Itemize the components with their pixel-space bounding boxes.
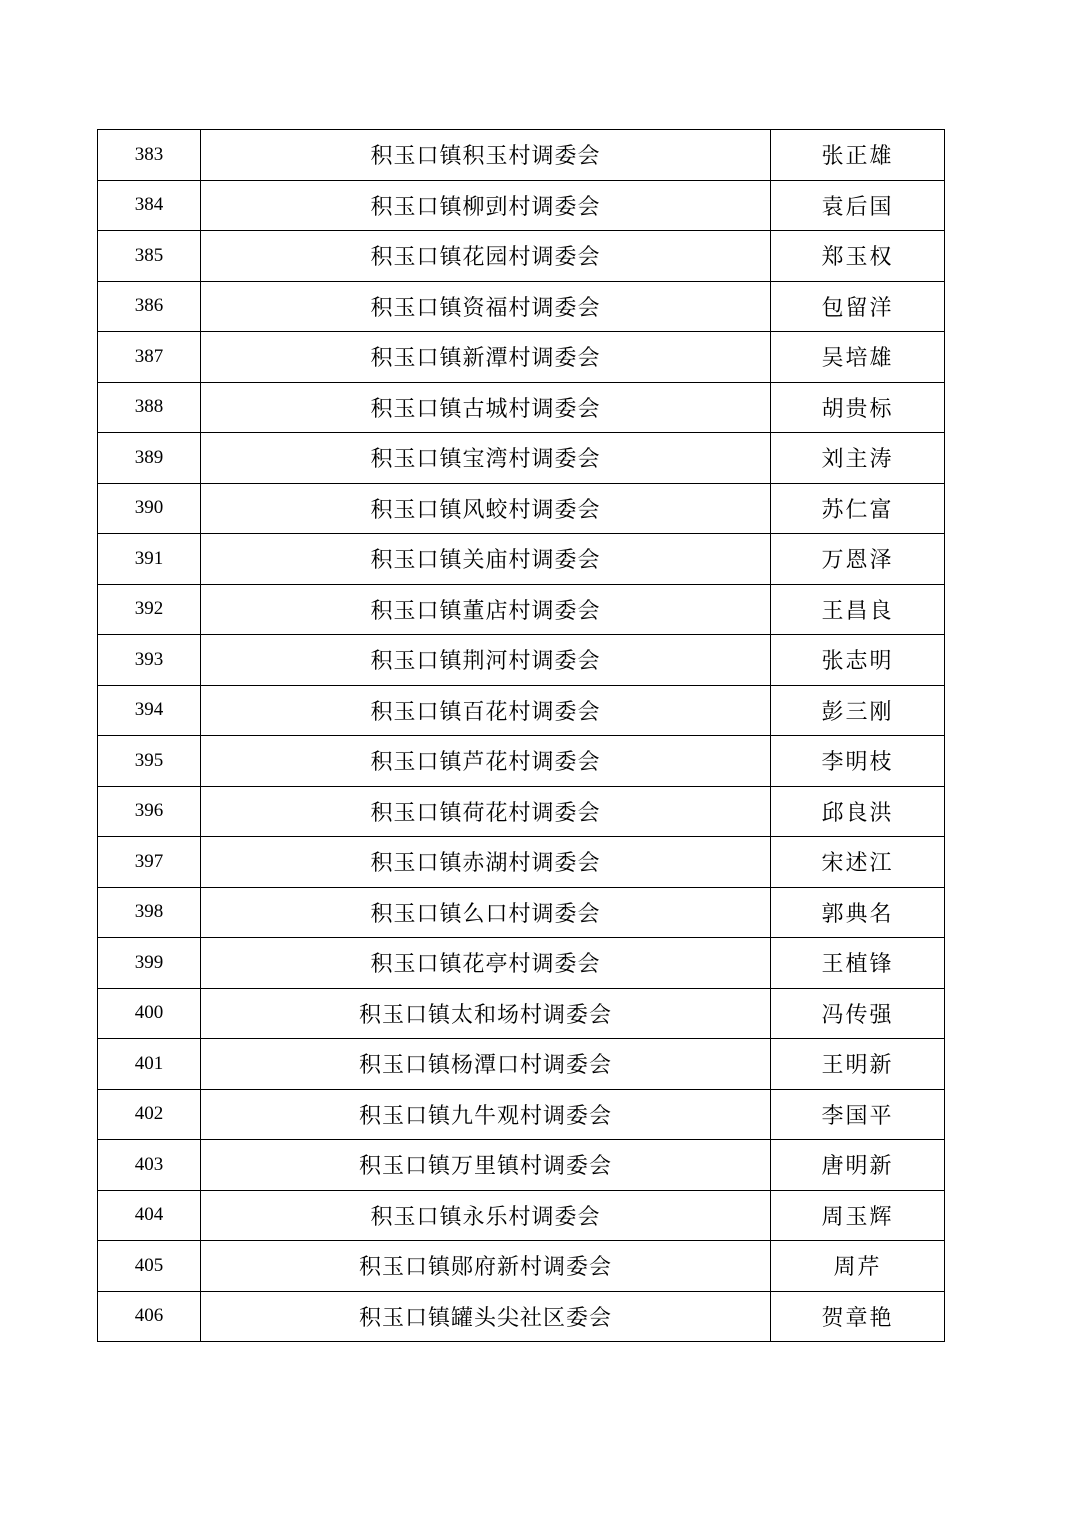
row-number-cell: 386 bbox=[98, 281, 201, 332]
row-number-cell: 405 bbox=[98, 1241, 201, 1292]
row-number-cell: 390 bbox=[98, 483, 201, 534]
row-number-cell: 399 bbox=[98, 938, 201, 989]
table-row bbox=[98, 1291, 945, 1342]
table-row bbox=[98, 837, 945, 888]
committee-name-cell: 积玉口镇花亭村调委会 bbox=[201, 938, 771, 989]
mediator-name-cell: 胡贵标 bbox=[771, 382, 945, 433]
row-number-cell: 394 bbox=[98, 685, 201, 736]
committee-name-cell: 积玉口镇关庙村调委会 bbox=[201, 534, 771, 585]
table-row bbox=[98, 887, 945, 938]
row-number-cell: 397 bbox=[98, 837, 201, 888]
committee-name-cell: 积玉口镇杨潭口村调委会 bbox=[201, 1039, 771, 1090]
table-row bbox=[98, 433, 945, 484]
row-number-cell: 406 bbox=[98, 1291, 201, 1342]
table-row bbox=[98, 483, 945, 534]
mediator-name-cell: 周玉辉 bbox=[771, 1190, 945, 1241]
mediator-name-cell: 彭三刚 bbox=[771, 685, 945, 736]
row-number-cell: 400 bbox=[98, 988, 201, 1039]
row-number-cell: 385 bbox=[98, 231, 201, 282]
committee-name-cell: 积玉口镇万里镇村调委会 bbox=[201, 1140, 771, 1191]
row-number-cell: 388 bbox=[98, 382, 201, 433]
table-row bbox=[98, 938, 945, 989]
committee-name-cell: 积玉口镇古城村调委会 bbox=[201, 382, 771, 433]
row-number-cell: 401 bbox=[98, 1039, 201, 1090]
mediator-name-cell: 郭典名 bbox=[771, 887, 945, 938]
row-number-cell: 403 bbox=[98, 1140, 201, 1191]
table-row bbox=[98, 332, 945, 383]
table-row bbox=[98, 281, 945, 332]
committee-name-cell: 积玉口镇郧府新村调委会 bbox=[201, 1241, 771, 1292]
committee-name-cell: 积玉口镇太和场村调委会 bbox=[201, 988, 771, 1039]
mediator-name-cell: 邱良洪 bbox=[771, 786, 945, 837]
mediator-name-cell: 唐明新 bbox=[771, 1140, 945, 1191]
mediator-name-cell: 贺章艳 bbox=[771, 1291, 945, 1342]
mediator-name-cell: 刘主涛 bbox=[771, 433, 945, 484]
committee-name-cell: 积玉口镇芦花村调委会 bbox=[201, 736, 771, 787]
row-number-cell: 396 bbox=[98, 786, 201, 837]
committee-name-cell: 积玉口镇荷花村调委会 bbox=[201, 786, 771, 837]
roster-table-body bbox=[98, 130, 945, 1342]
mediator-name-cell: 王植锋 bbox=[771, 938, 945, 989]
table-row bbox=[98, 231, 945, 282]
table-row bbox=[98, 1241, 945, 1292]
committee-name-cell: 积玉口镇董店村调委会 bbox=[201, 584, 771, 635]
mediator-name-cell: 李明枝 bbox=[771, 736, 945, 787]
row-number-cell: 392 bbox=[98, 584, 201, 635]
mediator-name-cell: 包留洋 bbox=[771, 281, 945, 332]
row-number-cell: 391 bbox=[98, 534, 201, 585]
row-number-cell: 393 bbox=[98, 635, 201, 686]
committee-name-cell: 积玉口镇宝湾村调委会 bbox=[201, 433, 771, 484]
table-row bbox=[98, 584, 945, 635]
row-number-cell: 387 bbox=[98, 332, 201, 383]
committee-name-cell: 积玉口镇百花村调委会 bbox=[201, 685, 771, 736]
mediator-name-cell: 郑玉权 bbox=[771, 231, 945, 282]
mediator-name-cell: 王明新 bbox=[771, 1039, 945, 1090]
mediator-name-cell: 张正雄 bbox=[771, 130, 945, 181]
committee-name-cell: 积玉口镇么口村调委会 bbox=[201, 887, 771, 938]
committee-name-cell: 积玉口镇九牛观村调委会 bbox=[201, 1089, 771, 1140]
table-row bbox=[98, 382, 945, 433]
committee-name-cell: 积玉口镇新潭村调委会 bbox=[201, 332, 771, 383]
table-row bbox=[98, 1140, 945, 1191]
table-row bbox=[98, 635, 945, 686]
committee-name-cell: 积玉口镇罐头尖社区委会 bbox=[201, 1291, 771, 1342]
mediator-roster-table bbox=[97, 129, 945, 1342]
row-number-cell: 389 bbox=[98, 433, 201, 484]
table-row bbox=[98, 1190, 945, 1241]
table-row bbox=[98, 988, 945, 1039]
mediator-name-cell: 宋述江 bbox=[771, 837, 945, 888]
committee-name-cell: 积玉口镇荆河村调委会 bbox=[201, 635, 771, 686]
committee-name-cell: 积玉口镇赤湖村调委会 bbox=[201, 837, 771, 888]
committee-name-cell: 积玉口镇花园村调委会 bbox=[201, 231, 771, 282]
row-number-cell: 395 bbox=[98, 736, 201, 787]
mediator-name-cell: 吴培雄 bbox=[771, 332, 945, 383]
mediator-name-cell: 周芹 bbox=[771, 1241, 945, 1292]
mediator-name-cell: 苏仁富 bbox=[771, 483, 945, 534]
row-number-cell: 383 bbox=[98, 130, 201, 181]
table-row bbox=[98, 1039, 945, 1090]
table-row bbox=[98, 130, 945, 181]
table-row bbox=[98, 736, 945, 787]
committee-name-cell: 积玉口镇积玉村调委会 bbox=[201, 130, 771, 181]
row-number-cell: 398 bbox=[98, 887, 201, 938]
mediator-name-cell: 万恩泽 bbox=[771, 534, 945, 585]
mediator-name-cell: 张志明 bbox=[771, 635, 945, 686]
mediator-name-cell: 袁后国 bbox=[771, 180, 945, 231]
committee-name-cell: 积玉口镇永乐村调委会 bbox=[201, 1190, 771, 1241]
row-number-cell: 402 bbox=[98, 1089, 201, 1140]
table-row bbox=[98, 786, 945, 837]
table-row bbox=[98, 534, 945, 585]
table-row bbox=[98, 685, 945, 736]
committee-name-cell: 积玉口镇资福村调委会 bbox=[201, 281, 771, 332]
table-row bbox=[98, 180, 945, 231]
row-number-cell: 384 bbox=[98, 180, 201, 231]
table-row bbox=[98, 1089, 945, 1140]
committee-name-cell: 积玉口镇柳剅村调委会 bbox=[201, 180, 771, 231]
mediator-name-cell: 李国平 bbox=[771, 1089, 945, 1140]
mediator-name-cell: 王昌良 bbox=[771, 584, 945, 635]
row-number-cell: 404 bbox=[98, 1190, 201, 1241]
committee-name-cell: 积玉口镇风蛟村调委会 bbox=[201, 483, 771, 534]
mediator-name-cell: 冯传强 bbox=[771, 988, 945, 1039]
